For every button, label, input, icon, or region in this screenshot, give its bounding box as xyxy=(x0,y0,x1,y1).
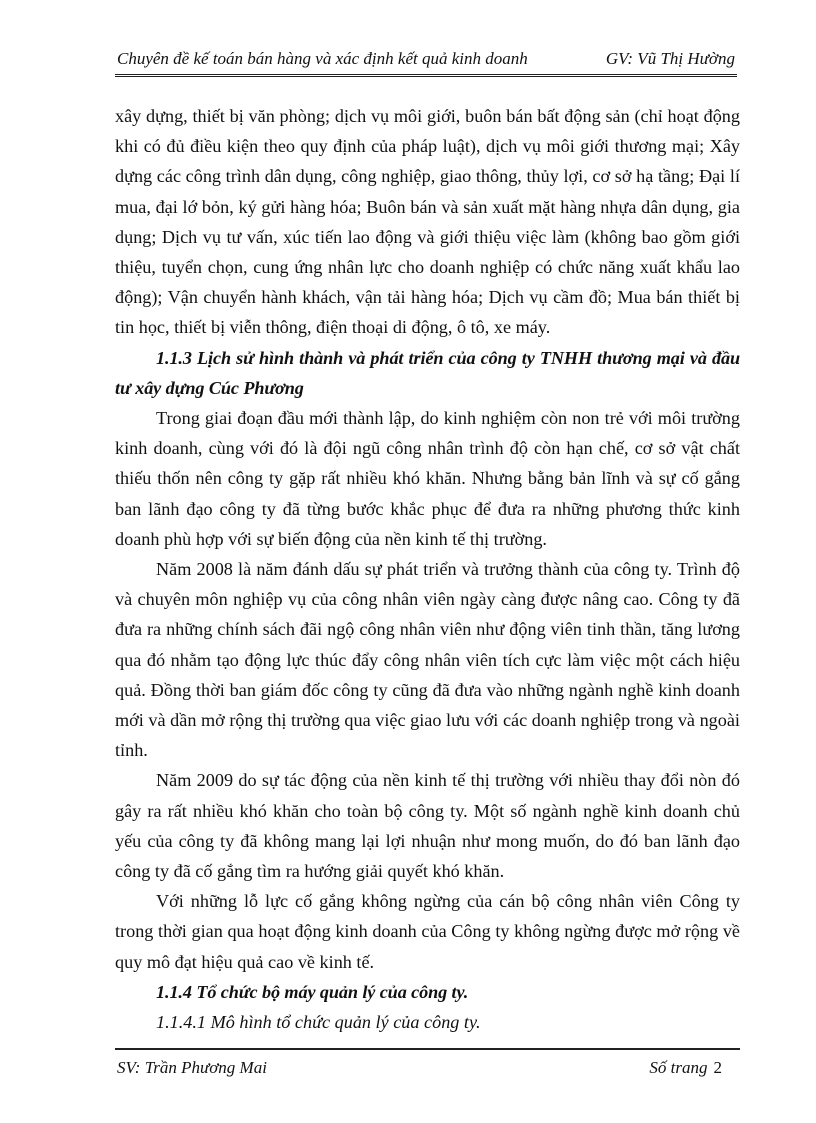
section-heading-organization: 1.1.4 Tổ chức bộ máy quản lý của công ty. xyxy=(156,981,469,1002)
header-instructor: GV: Vũ Thị Hường xyxy=(605,49,735,68)
page-header xyxy=(115,46,737,77)
section-heading-history: 1.1.3 Lịch sử hình thành và phát triển của công ty TNHH thương mại và đầu tư xây dựng Cúc Phương xyxy=(115,347,740,398)
paragraph-2008: Năm 2008 là năm đánh dấu sự phát triển và trưởng thành của công ty. Trình độ và chuyên môn nghiệp vụ của công nhân viên ngày càng được nâng cao. Công ty đã đưa ra những chính sách đãi ngộ công nhân viên như động viên tinh thần, tăng lương qua đó nhằm tạo động lực thúc đẩy công nhân viên tích cực làm việc một cách hiệu quả. Đồng thời ban giám đốc công ty cũng đã đưa vào những ngành nghề kinh doanh mới và dần mở rộng thị trường qua việc giao lưu với các doanh nghiệp trong và ngoài tỉnh. xyxy=(115,559,740,761)
footer-page xyxy=(649,1056,722,1080)
paragraph-business-lines: xây dựng, thiết bị văn phòng; dịch vụ môi giới, buôn bán bất động sản (chỉ hoạt động khi có đủ điều kiện theo quy định của pháp luật), dịch vụ môi giới thương mại; Xây dựng các công trình dân dụng, công nghiệp, giao thông, thủy lợi, cơ sở hạ tầng; Đại lí mua, đại lớ bỏn, ký gửi hàng hóa; Buôn bán và sản xuất mặt hàng nhựa dân dụng, gia dụng; Dịch vụ tư vấn, xúc tiến lao động và giới thiệu việc làm (không bao gồm giới thiệu, tuyển chọn, cung ứng nhân lực cho doanh nghiệp có chức năng xuất khẩu lao động); Vận chuyển hành khách, vận tải hàng hóa; Dịch vụ cầm đồ; Mua bán thiết bị tin học, thiết bị viễn thông, điện thoại di động, ô tô, xe máy. xyxy=(115,106,740,338)
footer-page-label: Số trang xyxy=(649,1058,708,1077)
footer-student: SV: Trần Phương Mai xyxy=(117,1058,267,1077)
subsection-heading-model: 1.1.4.1 Mô hình tổ chức quản lý của công ty. xyxy=(156,1012,481,1033)
paragraph-2009: Năm 2009 do sự tác động của nền kinh tế thị trường với nhiều thay đổi nòn đó gây ra rất nhiều khó khăn cho toàn bộ công ty. Một số ngành nghề kinh doanh chủ yếu của công ty đã không mang lại lợi nhuận như mong muốn, do đó ban lãnh đạo công ty đã cố gắng tìm ra hướng giải quyết khó khăn. xyxy=(115,770,740,882)
paragraph-early-stage: Trong giai đoạn đầu mới thành lập, do kinh nghiệm còn non trẻ với môi trường kinh doanh, cùng với đó là đội ngũ công nhân trình độ còn hạn chế, cơ sở vật chất thiếu thốn nên công ty gặp rất nhiều khó khăn. Nhưng bằng bản lĩnh và sự cố gắng ban lãnh đạo công ty đã từng bước khắc phục để đưa ra những phương thức kinh doanh phù hợp với sự biến động của nền kinh tế thị trường. xyxy=(115,408,740,549)
document-body xyxy=(115,101,740,1037)
header-title: Chuyên đề kế toán bán hàng và xác định kết quả kinh doanh xyxy=(117,49,528,68)
page-number: 2 xyxy=(713,1058,722,1077)
page-footer xyxy=(115,1048,740,1090)
paragraph-efforts: Với những lỗ lực cố gắng không ngừng của cán bộ công nhân viên Công ty trong thời gian qua hoạt động kinh doanh của Công ty không ngừng được mở rộng về quy mô đạt hiệu quả cao về kinh tế. xyxy=(115,891,740,972)
